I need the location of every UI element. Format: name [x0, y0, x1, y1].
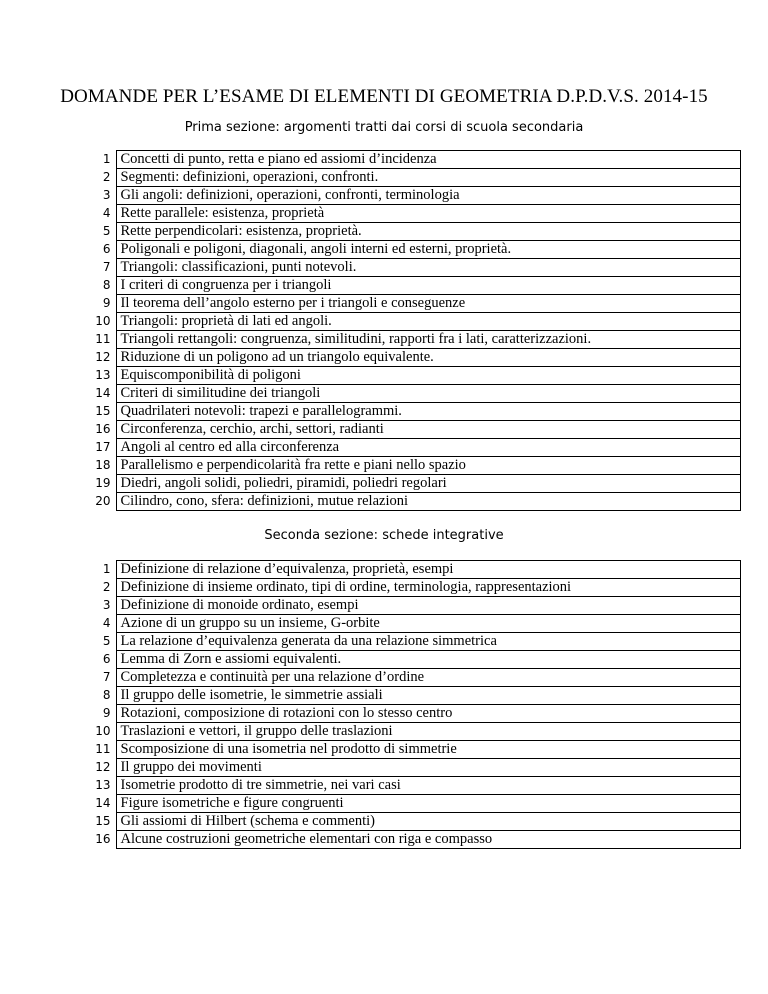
question-number: 7 — [102, 670, 111, 684]
question-row — [72, 313, 740, 331]
question-number: 4 — [102, 206, 111, 220]
question-number: 13 — [95, 778, 111, 792]
question-number: 3 — [102, 188, 111, 202]
question-row — [72, 187, 740, 205]
question-row — [72, 633, 740, 651]
question-row — [72, 669, 740, 687]
question-text: I criteri di congruenza per i triangoli — [116, 277, 740, 295]
question-text: Riduzione di un poligono ad un triangolo equivalente. — [116, 349, 740, 367]
question-text: Poligonali e poligoni, diagonali, angoli interni ed esterni, proprietà. — [116, 241, 740, 259]
question-number: 7 — [102, 260, 111, 274]
question-text: Azione di un gruppo su un insieme, G-orbite — [116, 615, 740, 633]
question-text: Figure isometriche e figure congruenti — [116, 795, 740, 813]
question-row — [72, 421, 740, 439]
question-text: Parallelismo e perpendicolarità fra rette e piani nello spazio — [116, 457, 740, 475]
question-row — [72, 385, 740, 403]
question-number: 10 — [95, 724, 111, 738]
question-text: Alcune costruzioni geometriche elementari con riga e compasso — [116, 831, 740, 849]
question-number: 1 — [102, 152, 111, 166]
question-row — [72, 457, 740, 475]
question-row — [72, 259, 740, 277]
question-row — [72, 759, 740, 777]
section-2-question-table — [72, 560, 741, 849]
question-number: 2 — [102, 170, 111, 184]
question-number: 20 — [95, 494, 111, 508]
question-text: Equiscomponibilità di poligoni — [116, 367, 740, 385]
question-number: 15 — [95, 814, 111, 828]
question-row — [72, 561, 740, 579]
question-number: 6 — [102, 242, 111, 256]
question-number: 18 — [95, 458, 111, 472]
question-row — [72, 741, 740, 759]
question-number: 4 — [102, 616, 111, 630]
question-number: 11 — [95, 332, 111, 346]
question-number: 10 — [95, 314, 111, 328]
question-number: 19 — [95, 476, 111, 490]
question-row — [72, 277, 740, 295]
question-row — [72, 615, 740, 633]
question-text: Definizione di relazione d’equivalenza, proprietà, esempi — [116, 561, 740, 579]
question-row — [72, 331, 740, 349]
document-title: DOMANDE PER L’ESAME DI ELEMENTI DI GEOMETRIA D.P.D.V.S. 2014-15 — [60, 86, 708, 107]
question-number: 14 — [95, 386, 111, 400]
question-number: 8 — [102, 688, 111, 702]
question-row — [72, 831, 740, 849]
question-text: Segmenti: definizioni, operazioni, confronti. — [116, 169, 740, 187]
question-number: 9 — [102, 706, 111, 720]
question-text: Il gruppo delle isometrie, le simmetrie assiali — [116, 687, 740, 705]
question-row — [72, 723, 740, 741]
question-row — [72, 795, 740, 813]
question-row — [72, 475, 740, 493]
question-text: Il teorema dell’angolo esterno per i triangoli e conseguenze — [116, 295, 740, 313]
question-row — [72, 651, 740, 669]
question-number: 9 — [102, 296, 111, 310]
question-text: Quadrilateri notevoli: trapezi e parallelogrammi. — [116, 403, 740, 421]
question-row — [72, 687, 740, 705]
question-row — [72, 579, 740, 597]
question-number: 15 — [95, 404, 111, 418]
question-row — [72, 403, 740, 421]
question-text: La relazione d’equivalenza generata da una relazione simmetrica — [116, 633, 740, 651]
question-row — [72, 205, 740, 223]
section-1-heading: Prima sezione: argomenti tratti dai corsi di scuola secondaria — [184, 120, 584, 135]
question-text: Lemma di Zorn e assiomi equivalenti. — [116, 651, 740, 669]
question-number: 16 — [95, 832, 111, 846]
question-text: Circonferenza, cerchio, archi, settori, radianti — [116, 421, 740, 439]
question-row — [72, 597, 740, 615]
question-row — [72, 493, 740, 511]
question-text: Rette parallele: esistenza, proprietà — [116, 205, 740, 223]
question-number: 13 — [95, 368, 111, 382]
question-number: 3 — [102, 598, 111, 612]
question-row — [72, 367, 740, 385]
question-number: 16 — [95, 422, 111, 436]
question-number: 12 — [95, 350, 111, 364]
question-number: 12 — [95, 760, 111, 774]
question-row — [72, 777, 740, 795]
question-row — [72, 169, 740, 187]
question-number: 8 — [102, 278, 111, 292]
question-row — [72, 349, 740, 367]
question-text: Isometrie prodotto di tre simmetrie, nei vari casi — [116, 777, 740, 795]
question-text: Il gruppo dei movimenti — [116, 759, 740, 777]
question-text: Definizione di monoide ordinato, esempi — [116, 597, 740, 615]
question-text: Diedri, angoli solidi, poliedri, piramidi, poliedri regolari — [116, 475, 740, 493]
question-text: Traslazioni e vettori, il gruppo delle traslazioni — [116, 723, 740, 741]
question-number: 17 — [95, 440, 111, 454]
question-text: Triangoli rettangoli: congruenza, similitudini, rapporti fra i lati, caratterizzazioni. — [116, 331, 740, 349]
question-row — [72, 223, 740, 241]
question-text: Cilindro, cono, sfera: definizioni, mutue relazioni — [116, 493, 740, 511]
question-text: Angoli al centro ed alla circonferenza — [116, 439, 740, 457]
question-row — [72, 151, 740, 169]
question-row — [72, 295, 740, 313]
question-text: Concetti di punto, retta e piano ed assiomi d’incidenza — [116, 151, 740, 169]
question-number: 5 — [102, 224, 111, 238]
question-text: Triangoli: proprietà di lati ed angoli. — [116, 313, 740, 331]
question-row — [72, 813, 740, 831]
question-text: Gli assiomi di Hilbert (schema e commenti) — [116, 813, 740, 831]
question-text: Definizione di insieme ordinato, tipi di ordine, terminologia, rappresentazioni — [116, 579, 740, 597]
question-text: Rotazioni, composizione di rotazioni con lo stesso centro — [116, 705, 740, 723]
section-1-question-table — [72, 150, 741, 511]
question-text: Completezza e continuità per una relazione d’ordine — [116, 669, 740, 687]
question-number: 14 — [95, 796, 111, 810]
question-number: 5 — [102, 634, 111, 648]
section-2-heading: Seconda sezione: schede integrative — [264, 528, 504, 543]
question-row — [72, 439, 740, 457]
question-number: 2 — [102, 580, 111, 594]
question-text: Criteri di similitudine dei triangoli — [116, 385, 740, 403]
question-number: 11 — [95, 742, 111, 756]
question-number: 1 — [102, 562, 111, 576]
question-row — [72, 241, 740, 259]
question-row — [72, 705, 740, 723]
question-number: 6 — [102, 652, 111, 666]
question-text: Rette perpendicolari: esistenza, proprietà. — [116, 223, 740, 241]
question-text: Gli angoli: definizioni, operazioni, confronti, terminologia — [116, 187, 740, 205]
question-text: Triangoli: classificazioni, punti notevoli. — [116, 259, 740, 277]
question-text: Scomposizione di una isometria nel prodotto di simmetrie — [116, 741, 740, 759]
